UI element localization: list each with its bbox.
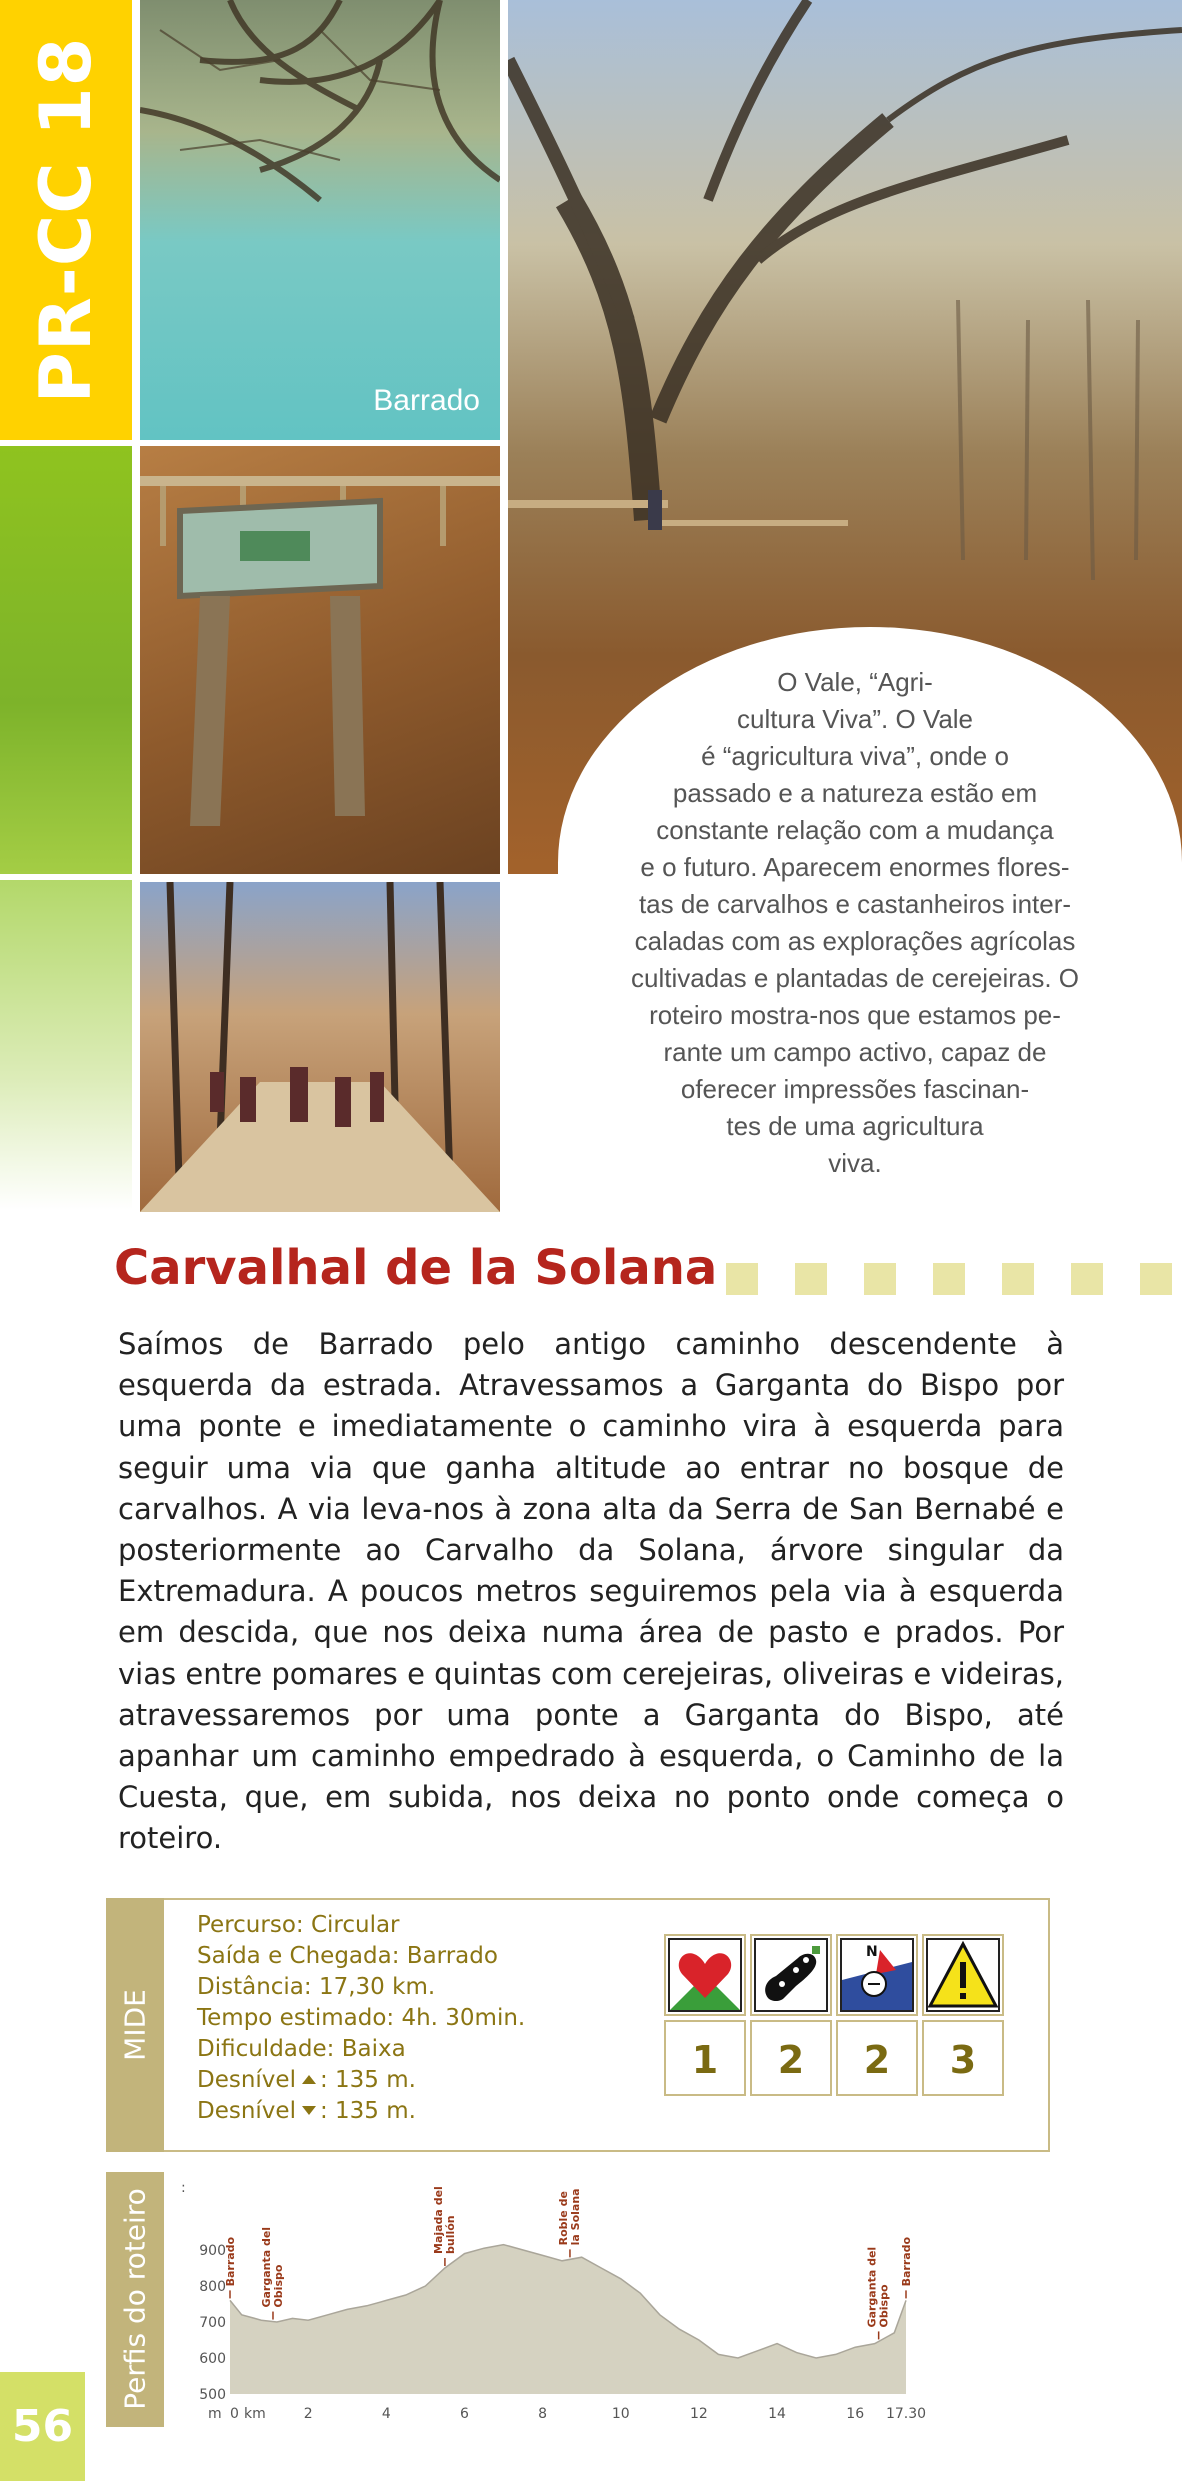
section-title: Carvalhal de la Solana	[114, 1240, 718, 1296]
photo-barrado-tree	[140, 0, 500, 440]
intro-line: tas de carvalhos e castanheiros inter-	[638, 889, 1072, 919]
desnivel-label: Desnível	[197, 2067, 296, 2093]
x-tick-label: 12	[689, 2406, 708, 2422]
heart-icon	[670, 1940, 740, 2010]
elevation-area	[230, 2245, 906, 2394]
chart-dot: :	[181, 2180, 186, 2196]
intro-line: cultivadas e plantadas de cerejeiras. O	[630, 963, 1080, 993]
x-tick-label: 0	[230, 2406, 239, 2422]
intro-line: é “agricultura viva”, onde o	[701, 741, 1009, 771]
annotation-text: Majada del	[431, 2186, 445, 2254]
annotation-text: Obispo	[271, 2264, 285, 2308]
y-unit-label: m	[208, 2406, 222, 2422]
mide-difficulty: Dificuldade: Baixa	[197, 2036, 406, 2062]
mide-info	[197, 1910, 525, 2127]
annotation-text: bullón	[443, 2215, 457, 2254]
y-tick-label: 900	[199, 2243, 226, 2259]
y-tick-label: 600	[199, 2351, 226, 2367]
desnivel-label: Desnível	[197, 2098, 296, 2124]
y-tick-label: 500	[199, 2387, 226, 2403]
triangle-up-icon	[302, 2075, 316, 2084]
mide-icon-cell	[750, 1934, 832, 2016]
intro-line: oferecer impressões fascinan-	[680, 1074, 1030, 1104]
annotation-text: Obispo	[877, 2284, 891, 2328]
info-panel-sign-icon	[140, 446, 500, 874]
y-tick-label: 700	[199, 2315, 226, 2331]
mide-start-end: Saída e Chegada: Barrado	[197, 1943, 498, 1969]
annotation-label	[224, 2236, 237, 2286]
x-tick-label: 10	[611, 2406, 630, 2422]
intro-line: O Vale, “Agri-	[777, 667, 933, 697]
compass-icon	[842, 1940, 912, 2010]
elevation-profile-svg	[164, 2172, 1050, 2427]
decor-square	[795, 1263, 827, 1295]
annotation-label	[432, 2186, 457, 2254]
annotation-text: Barrado	[900, 2236, 913, 2287]
intro-text	[585, 664, 1125, 1182]
descent-value: : 135 m.	[319, 2098, 416, 2124]
mide-distance: Distância: 17,30 km.	[197, 1974, 436, 2000]
decor-square	[1002, 1263, 1034, 1295]
x-tick-label: 16	[846, 2406, 865, 2422]
x-tick-label: 6	[459, 2406, 469, 2422]
annotation-label	[900, 2236, 913, 2286]
annotation-text: Roble de	[556, 2191, 570, 2246]
x-tick-label: 8	[538, 2406, 548, 2422]
ascent-value: : 135 m.	[319, 2067, 416, 2093]
mide-icon-cell	[836, 1934, 918, 2016]
mide-route-type: Percurso: Circular	[197, 1912, 400, 1938]
x-unit-label: km	[244, 2406, 266, 2422]
annotation-label	[866, 2247, 891, 2328]
photo-caption: Barrado	[373, 384, 480, 417]
green-strip	[0, 446, 132, 874]
decor-square	[1140, 1263, 1172, 1295]
y-tick-label: 800	[199, 2279, 226, 2295]
decor-square	[726, 1263, 758, 1295]
mide-icon-cell	[922, 1934, 1004, 2016]
intro-line: tes de uma agricultura	[726, 1111, 984, 1141]
mide-label: MIDE	[118, 1989, 152, 2061]
tree-branches-icon	[140, 0, 500, 440]
mide-rating-3: 2	[836, 2020, 918, 2096]
mide-rating-2: 2	[750, 2020, 832, 2096]
photo-info-panel	[140, 446, 500, 874]
route-code-text: PR-CC 18	[25, 36, 107, 404]
svg-text:N: N	[866, 1944, 878, 1960]
annotation-label	[557, 2188, 582, 2245]
page-number: 56	[11, 2401, 74, 2452]
intro-line: constante relação com a mudança	[656, 815, 1054, 845]
annotation-text: la Solana	[568, 2188, 582, 2246]
mide-descent	[197, 2096, 525, 2127]
profile-label: Perfis do roteiro	[118, 2188, 152, 2410]
annotation-text: Barrado	[224, 2236, 237, 2287]
mide-rating-4: 3	[922, 2020, 1004, 2096]
green-gradient-strip	[0, 880, 132, 1210]
route-code	[0, 0, 132, 440]
hikers-icon	[140, 882, 500, 1212]
intro-line: caladas com as explorações agrícolas	[634, 926, 1076, 956]
boot-icon	[756, 1940, 826, 2010]
x-tick-label: 4	[381, 2406, 391, 2422]
x-tick-label: 14	[768, 2406, 786, 2422]
intro-line: viva.	[828, 1148, 882, 1178]
intro-line: passado e a natureza estão em	[672, 778, 1038, 808]
intro-line: roteiro mostra-nos que estamos pe-	[649, 1000, 1061, 1030]
annotation-text: Garganta del	[865, 2246, 879, 2328]
mide-icon-cell	[664, 1934, 746, 2016]
intro-line: e o futuro. Aparecem enormes flores-	[640, 852, 1070, 882]
x-tick-label: 17.30	[885, 2406, 927, 2422]
mide-ascent	[197, 2065, 525, 2096]
intro-line: cultura Viva”. O Vale	[736, 704, 974, 734]
mide-time: Tempo estimado: 4h. 30min.	[197, 2005, 526, 2031]
warning-icon	[928, 1940, 998, 2010]
intro-line: rante um campo activo, capaz de	[663, 1037, 1047, 1067]
annotation-label	[260, 2227, 285, 2308]
annotation-text: Garganta del	[259, 2226, 273, 2308]
mide-rating-1: 1	[664, 2020, 746, 2096]
photo-hikers	[140, 882, 500, 1212]
x-tick-label: 2	[303, 2406, 313, 2422]
triangle-down-icon	[302, 2106, 316, 2115]
decor-square	[933, 1263, 965, 1295]
decor-square	[1071, 1263, 1103, 1295]
route-description: Saímos de Barrado pelo antigo caminho descendente à esquerda da estrada. Atravessamos a Garganta do Bispo por uma ponte e imediatamente o caminho vira à esquerda para seguir uma via que ganha altitude ao entrar no bosque de carvalhos. A via leva-nos à zona alta da Serra de San Bernabé e posteriormente ao Carvalho da Solana, árvore singular da Extremadura. A poucos metros seguiremos pela via à esquerda em descida, que nos deixa numa área de pasto e prados. Por vias entre pomares e quintas com cerejeiras, oliveiras e videiras, atravessaremos por uma ponte a Garganta do Bispo, até apanhar um caminho empedrado à esquerda, o Caminho de la Cuesta, que, em subida, nos deixa no ponto onde começa o roteiro.	[118, 1327, 1064, 1856]
elevation-profile-chart	[164, 2172, 1050, 2427]
decor-square	[864, 1263, 896, 1295]
